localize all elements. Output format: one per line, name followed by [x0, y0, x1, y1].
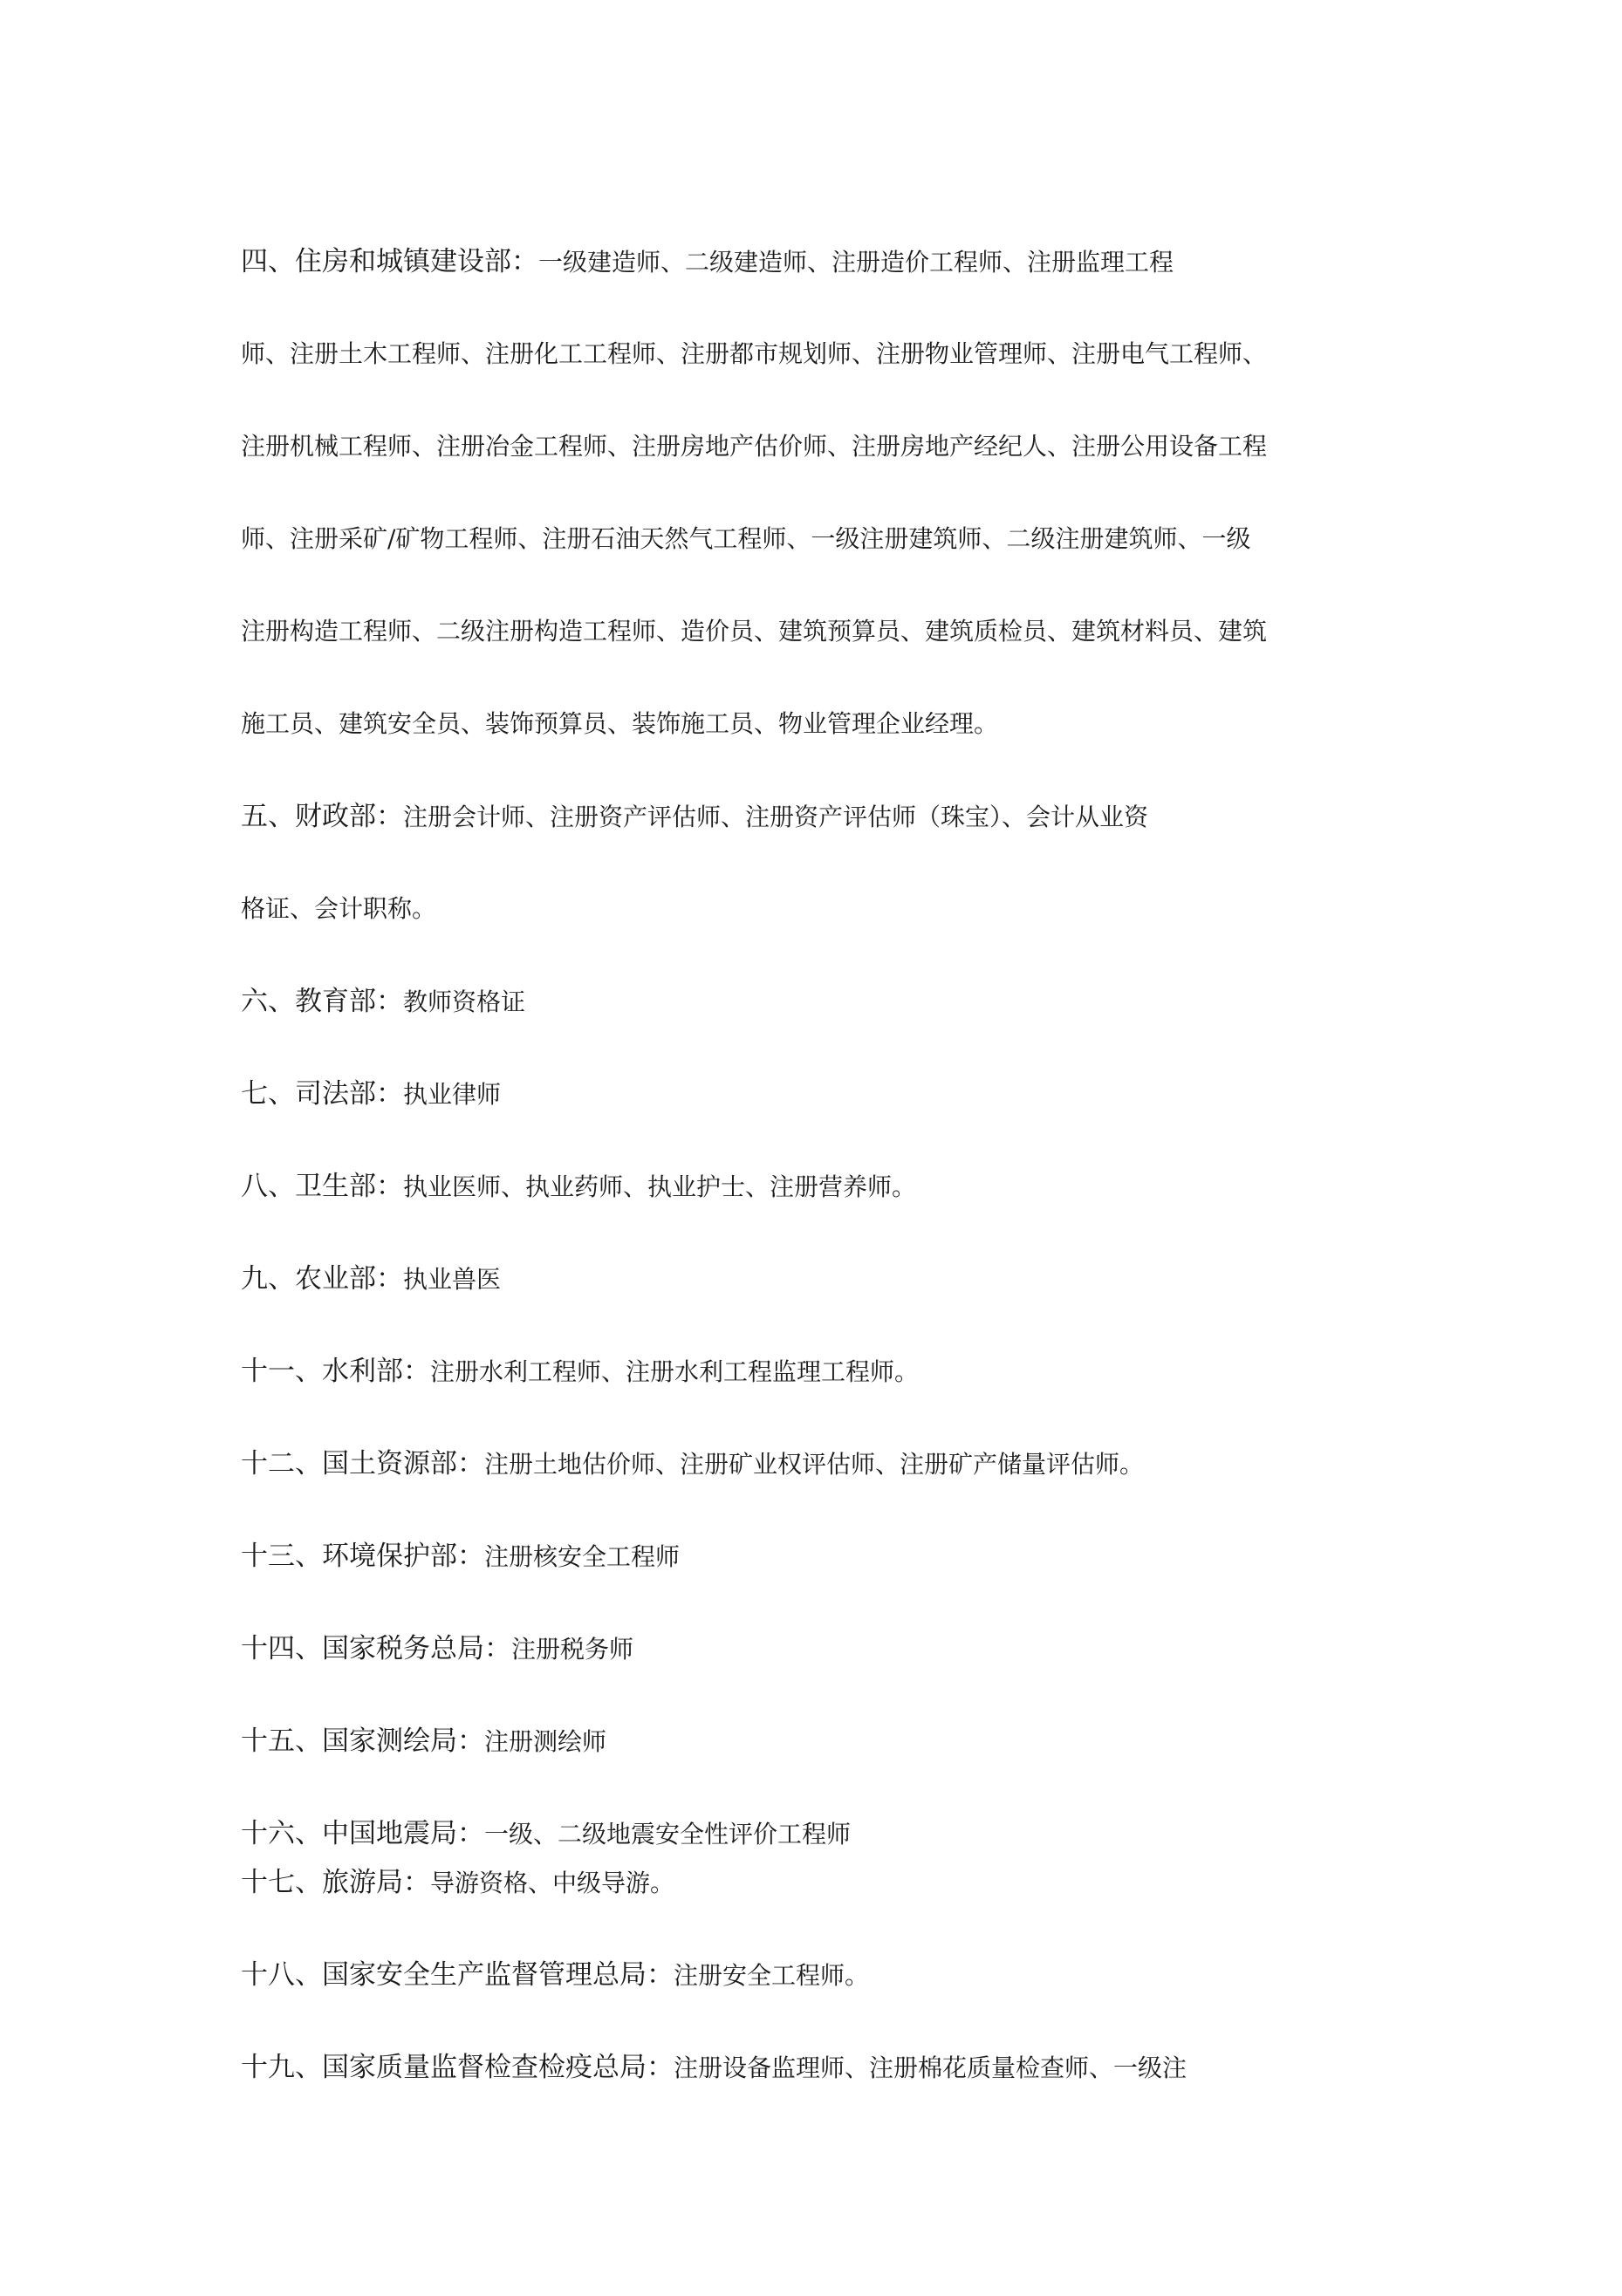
section-text: 一级建造师、二级建造师、注册造价工程师、注册监理工程 [538, 248, 1174, 277]
section-heading: 十二、国土资源部： [241, 1448, 484, 1479]
section-text: 注册安全工程师。 [674, 1961, 870, 1990]
section-13-line-1 [241, 1537, 1410, 1575]
section-heading: 十八、国家安全生产监督管理总局： [241, 1959, 674, 1991]
section-heading: 十五、国家测绘局： [241, 1725, 484, 1757]
section-4-line-6 [241, 705, 1410, 743]
section-text: 师、注册土木工程师、注册化工工程师、注册都市规划师、注册物业管理师、注册电气工程师、 [241, 339, 1268, 368]
section-5-line-2 [241, 890, 1410, 928]
section-text: 教师资格证 [403, 987, 526, 1016]
section-14-line-1 [241, 1630, 1410, 1668]
section-16-line-1 [241, 1814, 1410, 1853]
section-text: 注册税务师 [511, 1635, 634, 1664]
section-7-line-1 [241, 1075, 1410, 1113]
section-text: 注册土地估价师、注册矿业权评估师、注册矿产储量评估师。 [484, 1450, 1145, 1479]
section-text: 师、注册采矿/矿物工程师、注册石油天然气工程师、一级注册建筑师、二级注册建筑师、一级 [241, 524, 1251, 553]
section-text: 注册水利工程师、注册水利工程监理工程师。 [430, 1357, 920, 1386]
section-text: 导游资格、中级导游。 [430, 1869, 675, 1897]
section-text: 注册测绘师 [484, 1727, 607, 1756]
section-heading: 十一、水利部： [241, 1356, 430, 1387]
section-8-line-1 [241, 1167, 1410, 1206]
section-heading: 九、农业部： [241, 1263, 403, 1295]
section-text: 施工员、建筑安全员、装饰预算员、装饰施工员、物业管理企业经理。 [241, 709, 999, 738]
section-text: 执业兽医 [403, 1265, 502, 1294]
section-4-line-4 [241, 520, 1410, 558]
section-text: 执业医师、执业药师、执业护士、注册营养师。 [403, 1172, 917, 1201]
section-9-line-1 [241, 1260, 1410, 1298]
section-12-line-1 [241, 1445, 1410, 1483]
section-17-line-1 [241, 1863, 1410, 1902]
section-text: 执业律师 [403, 1080, 502, 1109]
section-heading: 四、住房和城镇建设部： [241, 246, 538, 277]
section-text: 注册会计师、注册资产评估师、注册资产评估师（珠宝）、会计从业资 [403, 803, 1149, 831]
section-4-line-5 [241, 612, 1410, 651]
section-text: 注册构造工程师、二级注册构造工程师、造价员、建筑预算员、建筑质检员、建筑材料员、建筑 [241, 617, 1268, 646]
section-heading: 六、教育部： [241, 986, 403, 1017]
section-text: 注册核安全工程师 [484, 1542, 681, 1571]
section-text: 注册设备监理师、注册棉花质量检查师、一级注 [674, 2053, 1187, 2082]
section-4-line-3 [241, 427, 1410, 466]
section-11-line-1 [241, 1352, 1410, 1391]
section-heading: 十四、国家税务总局： [241, 1633, 511, 1664]
section-text: 注册机械工程师、注册冶金工程师、注册房地产估价师、注册房地产经纪人、注册公用设备工程 [241, 432, 1268, 461]
section-text: 一级、二级地震安全性评价工程师 [484, 1820, 852, 1848]
section-6-line-1 [241, 982, 1410, 1021]
section-5-line-1 [241, 797, 1410, 836]
section-heading: 十三、环境保护部： [241, 1541, 484, 1572]
section-15-line-1 [241, 1722, 1410, 1760]
section-heading: 十七、旅游局： [241, 1867, 430, 1898]
section-heading: 十六、中国地震局： [241, 1818, 484, 1849]
section-4-line-1 [241, 243, 1410, 281]
section-heading: 十九、国家质量监督检查检疫总局： [241, 2052, 674, 2083]
section-18-line-1 [241, 1956, 1410, 1994]
section-heading: 八、卫生部： [241, 1171, 403, 1202]
section-4-line-2 [241, 335, 1410, 373]
section-heading: 七、司法部： [241, 1078, 403, 1110]
section-text: 格证、会计职称。 [241, 894, 437, 923]
section-19-line-1 [241, 2048, 1410, 2087]
section-heading: 五、财政部： [241, 801, 403, 832]
